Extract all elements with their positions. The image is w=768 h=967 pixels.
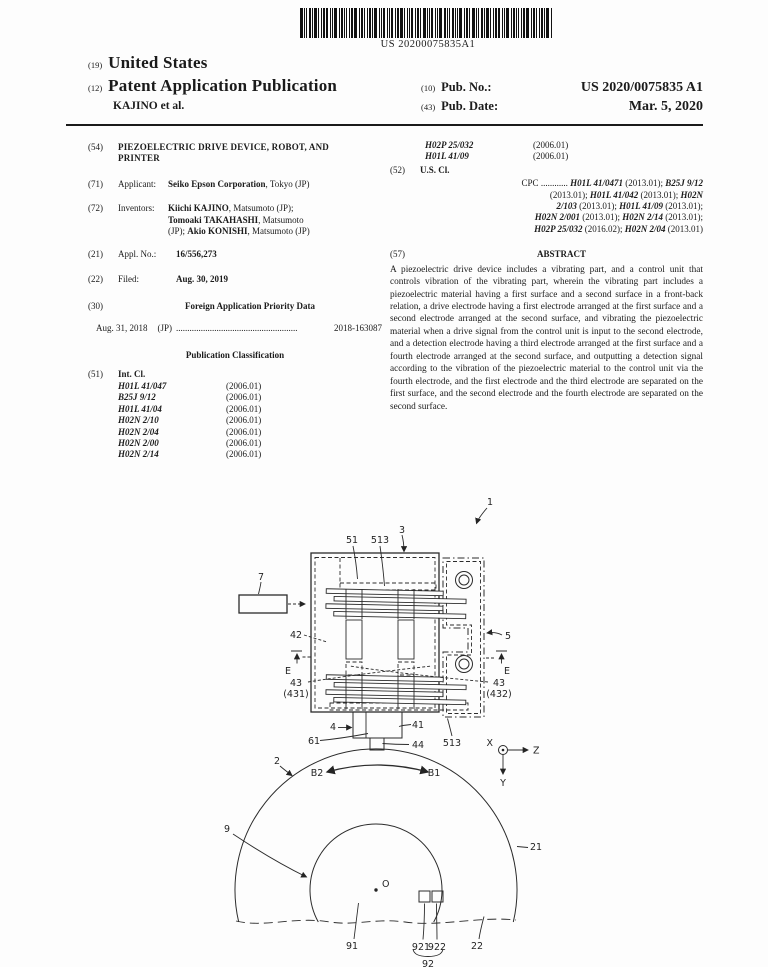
priority-number: 2018-163087	[334, 322, 382, 333]
int-cl-row	[118, 415, 382, 426]
ref-label-432: (432)	[486, 689, 512, 700]
filed-label: Filed:	[118, 273, 140, 284]
field-code: (22)	[88, 273, 103, 284]
field-30-heading	[88, 301, 382, 312]
ref-label-41: 41	[411, 720, 425, 731]
int-cl-row	[118, 381, 382, 392]
control-unit-box	[239, 582, 305, 613]
ref-code-12: (12)	[88, 83, 103, 93]
applicant-label: Applicant:	[118, 178, 156, 189]
center-label-o: O	[382, 879, 390, 890]
ref-label-3: 3	[398, 525, 406, 536]
pub-date-label: Pub. Date:	[441, 99, 499, 113]
ref-label-5: 5	[504, 631, 512, 642]
field-72-inventors	[88, 203, 382, 237]
ref-label-7: 7	[257, 572, 265, 583]
ref-code-10: (10)	[421, 83, 436, 93]
int-cl-label: Int. Cl.	[118, 369, 146, 380]
rotor	[235, 749, 517, 923]
ref-label-1: 1	[486, 497, 494, 508]
rotation-direction-arrows	[327, 765, 428, 772]
ref-label-91: 91	[345, 941, 359, 952]
field-54-title	[88, 142, 382, 165]
class-version: (2006.01)	[226, 437, 262, 448]
axis-label-y: Y	[500, 778, 506, 789]
ref-code-19: (19)	[88, 60, 103, 70]
inventors-value: Kiichi KAJINO, Matsumoto (JP); Tomoaki TAKAHASHI, Matsumoto (JP); Akio KONISHI, Matsumoto (JP)	[168, 203, 310, 237]
int-cl-list-continued	[425, 140, 703, 163]
int-cl-row	[425, 140, 703, 151]
rotation-center-dot	[374, 888, 377, 891]
class-code: H02P 25/032	[425, 140, 474, 150]
dot-leader: ......................................................	[176, 322, 298, 333]
direction-label-b2: B2	[310, 768, 324, 779]
field-57-abstract-heading	[390, 249, 703, 260]
pub-no-value: US 2020/0075835 A1	[580, 80, 703, 95]
pub-no-line	[421, 80, 703, 96]
field-code: (71)	[88, 178, 103, 189]
field-code: (30)	[88, 301, 103, 312]
doc-type: Patent Application Publication	[108, 76, 338, 95]
ref-label-922: 922	[427, 942, 447, 953]
ref-code-43: (43)	[421, 102, 436, 112]
class-code: H02N 2/00	[118, 437, 159, 448]
ref-label-921: 921	[411, 942, 431, 953]
pub-date-value: Mar. 5, 2020	[628, 99, 703, 114]
field-code: (54)	[88, 142, 103, 152]
int-cl-row	[118, 438, 382, 449]
inventors-label: Inventors:	[118, 203, 155, 214]
axis-label-x: X	[486, 738, 493, 749]
ref-label-42: 42	[289, 630, 303, 641]
bolt-hole-bottom	[456, 656, 473, 673]
barcode	[300, 8, 556, 38]
class-version: (2006.01)	[226, 403, 262, 414]
publication-classification-heading: Publication Classification	[185, 350, 285, 361]
ref-label-21: 21	[529, 842, 543, 853]
ref-label-513-top: 513	[370, 535, 390, 546]
ref-label-44: 44	[411, 740, 425, 751]
class-version: (2006.01)	[226, 380, 262, 391]
section-label-e-right: E	[503, 666, 511, 677]
class-version: (2006.01)	[226, 415, 262, 426]
classification-abstract-column	[390, 138, 703, 413]
pub-no-label: Pub. No.:	[441, 80, 492, 94]
ref-label-22: 22	[470, 941, 484, 952]
ref-label-2: 2	[273, 756, 281, 767]
us-cl-label: U.S. Cl.	[420, 164, 450, 175]
int-cl-row	[118, 392, 382, 403]
class-version: (2006.01)	[226, 392, 262, 403]
pub-date-line	[421, 99, 703, 115]
bolt-hole-top	[456, 572, 473, 589]
class-version: (2006.01)	[533, 140, 569, 150]
class-version: (2006.01)	[226, 426, 262, 437]
priority-data-row	[96, 323, 382, 334]
detection-mark-921	[419, 891, 430, 902]
ref-label-92: 92	[421, 959, 435, 967]
int-cl-list	[118, 381, 382, 461]
ref-label-51: 51	[345, 535, 359, 546]
applicant-value: Seiko Epson Corporation, Tokyo (JP)	[168, 178, 310, 189]
priority-country: (JP)	[157, 322, 173, 333]
appl-no-label: Appl. No.:	[118, 249, 157, 260]
appl-no-value: 16/556,273	[176, 249, 217, 260]
int-cl-row	[118, 449, 382, 460]
doc-type-line	[88, 76, 337, 96]
class-version: (2006.01)	[533, 151, 569, 162]
bibliographic-column	[88, 138, 382, 461]
country-name: United States	[108, 53, 208, 72]
barcode-number: US 20200075835A1	[380, 39, 476, 50]
field-code: (72)	[88, 203, 103, 214]
ref-label-4: 4	[329, 722, 337, 733]
ref-label-43-right: 43	[492, 678, 506, 689]
country-line	[88, 53, 208, 73]
section-label-e-left: E	[284, 666, 292, 677]
drive-electrode-comb-top	[326, 589, 467, 619]
int-cl-row	[425, 151, 703, 162]
int-cl-row	[118, 404, 382, 415]
class-code: B25J 9/12	[118, 392, 156, 403]
coordinate-axes	[499, 746, 529, 775]
class-code: H01L 41/09	[425, 151, 469, 162]
class-code: H02N 2/04	[118, 426, 159, 437]
class-code: H02N 2/14	[118, 449, 159, 460]
cpc-classification: CPC ............ H01L 41/0471 (2013.01); B25J 9/12 (2013.01); H01L 41/042 (2013.01); H02N 2/103 (2013.01); H01L 41/09 (2013.01); H02N 2/001 (2013.01); H02N 2/14 (2013.01); H02P 25/032 (2016.02); H02N 2/04 (2013.01)	[521, 178, 703, 234]
abstract-text: A piezoelectric drive device includes a vibrating part, and a control unit that controls vibration of the vibrating part, wherein the vibrating part includes a piezoelectric material having a first surface and a second surface in a front-back relation, a drive electrode having a first electrode arranged at the first surface and a second electrode arranged at the second surface, and vibrating the piezoelectric material when a drive signal from the control unit is input to the second electrode, and a detection electrode having a third electrode arranged at the first surface and a fourth electrode arranged at the second surface, and outputting a detection signal according to the vibration of the piezoelectric material to the control unit via the fourth electrode, and the first electrode and the third electrode are separated on the first surface, and the second electrode and the fourth electrode are separated on the second surface.	[390, 264, 703, 412]
class-version: (2006.01)	[226, 449, 262, 460]
ref-label-43-left: 43	[289, 678, 303, 689]
field-21-appl-no	[88, 249, 382, 260]
priority-heading: Foreign Application Priority Data	[184, 301, 316, 312]
axis-label-z: Z	[533, 745, 540, 757]
field-22-filed	[88, 274, 382, 285]
field-71-applicant	[88, 179, 382, 190]
ref-label-431: (431)	[283, 689, 309, 700]
invention-title: PIEZOELECTRIC DRIVE DEVICE, ROBOT, AND PRINTER	[118, 142, 329, 164]
abstract-heading: ABSTRACT	[536, 249, 586, 260]
class-code: H02N 2/10	[118, 415, 159, 426]
break-line	[236, 919, 516, 923]
field-code: (51)	[88, 369, 103, 380]
field-51-int-cl	[88, 369, 382, 380]
patent-figure	[0, 487, 768, 967]
class-code: H01L 41/04	[118, 403, 162, 414]
field-code: (52)	[390, 164, 405, 175]
field-code: (57)	[390, 249, 405, 260]
field-52-us-cl	[390, 165, 703, 176]
ref-label-9: 9	[223, 824, 231, 835]
drive-electrode-comb-bottom	[326, 675, 467, 705]
fixing-plate	[443, 558, 484, 717]
party-name: KAJINO et al.	[113, 100, 185, 112]
ref-label-61: 61	[307, 736, 321, 747]
direction-label-b1: B1	[427, 768, 441, 779]
int-cl-row	[118, 427, 382, 438]
header-rule	[66, 124, 703, 126]
ref-label-513-bottom: 513	[442, 738, 462, 749]
field-code: (21)	[88, 249, 103, 260]
filed-value: Aug. 30, 2019	[176, 273, 229, 284]
class-code: H01L 41/047	[118, 380, 167, 391]
priority-date: Aug. 31, 2018	[96, 322, 148, 333]
